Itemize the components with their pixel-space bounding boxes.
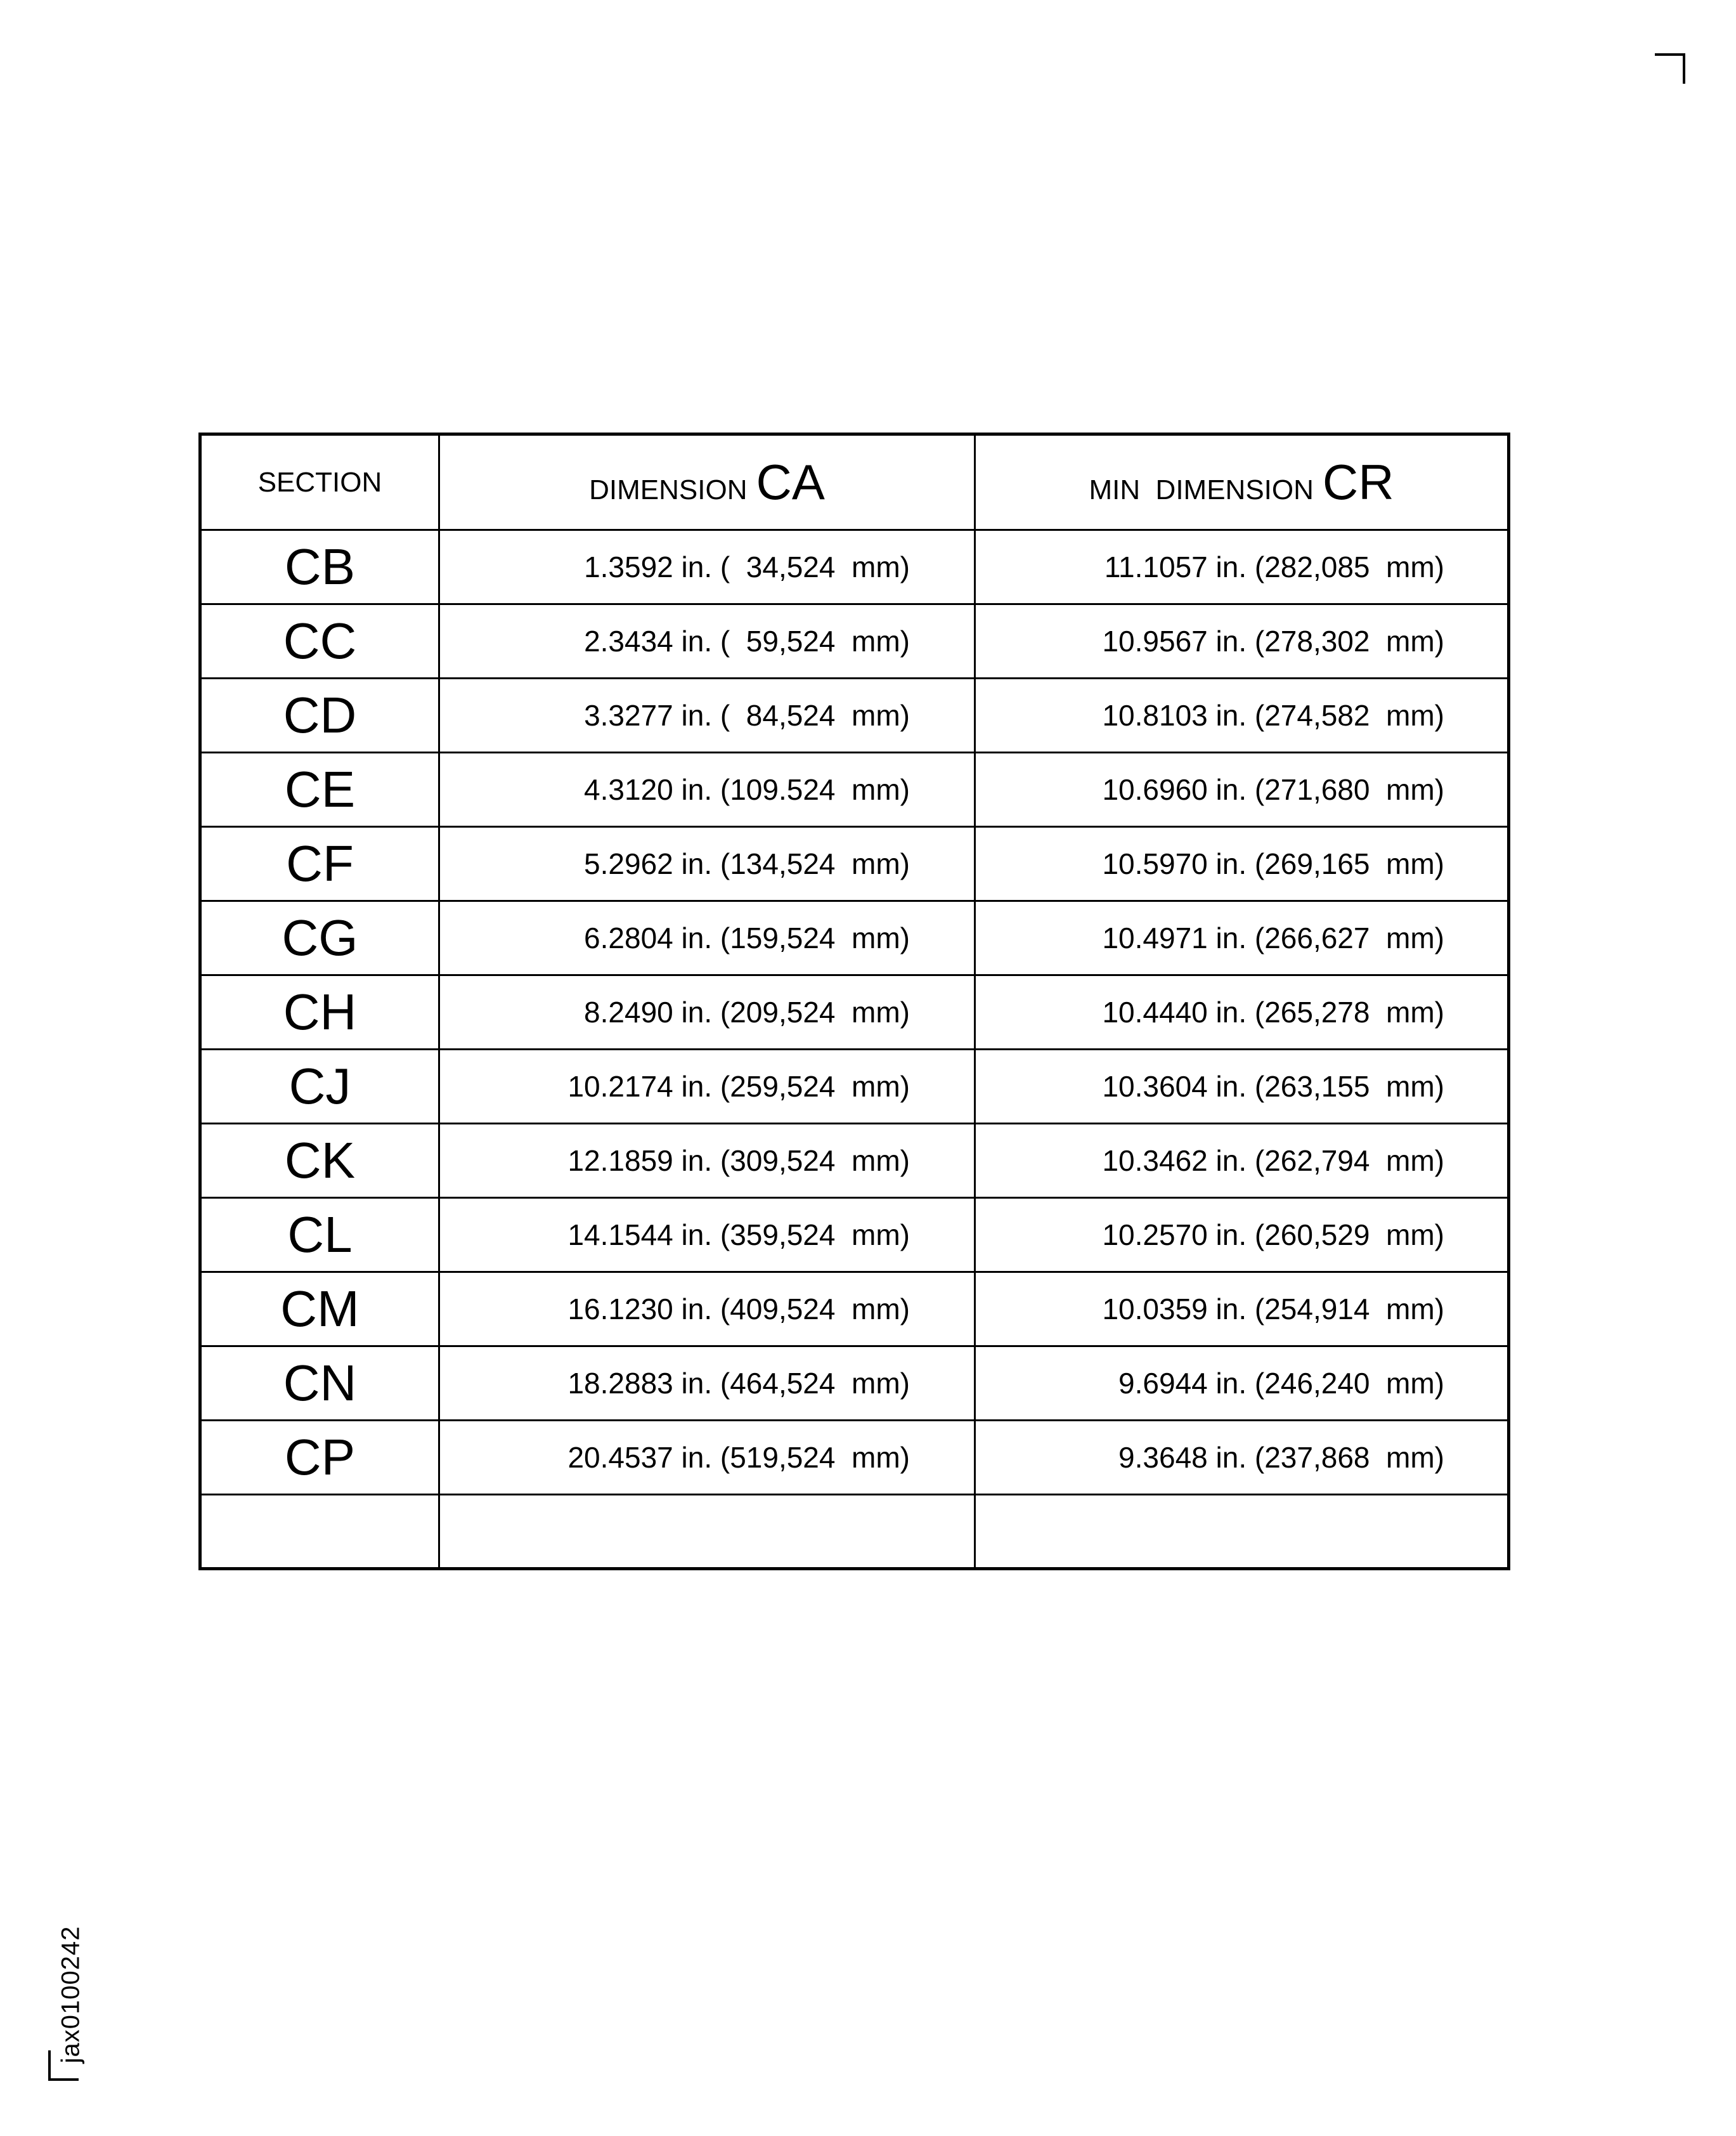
section-code: CB	[284, 538, 356, 595]
table-row	[200, 1198, 1509, 1272]
table-row	[200, 1124, 1509, 1198]
min-dimension-cr-value: 9.3648 in. (237,868 mm)	[1118, 1441, 1444, 1474]
dimension-ca-cell	[439, 1124, 975, 1198]
dimension-ca-cell	[439, 975, 975, 1050]
dimension-table	[198, 433, 1510, 1570]
table-row	[200, 1272, 1509, 1346]
dimension-ca-cell	[439, 604, 975, 679]
section-code: CP	[284, 1429, 356, 1485]
section-cell	[200, 530, 439, 604]
crop-mark-top-right	[1655, 53, 1685, 84]
section-cell	[200, 901, 439, 975]
min-dimension-cr-value: 10.4440 in. (265,278 mm)	[1102, 996, 1444, 1029]
dimension-ca-value: 3.3277 in. ( 84,524 mm)	[584, 699, 910, 732]
section-cell	[200, 1124, 439, 1198]
table-row	[200, 827, 1509, 901]
min-dimension-cr-cell	[975, 604, 1509, 679]
header-ca-prefix: DIMENSION	[589, 474, 748, 505]
min-dimension-cr-cell	[975, 1198, 1509, 1272]
header-cr-prefix: MIN DIMENSION	[1089, 474, 1314, 505]
section-code: CL	[287, 1206, 353, 1263]
dimension-ca-cell	[439, 1198, 975, 1272]
header-dimension-ca	[439, 434, 975, 530]
min-dimension-cr-value: 10.5970 in. (269,165 mm)	[1102, 847, 1444, 880]
min-dimension-cr-cell	[975, 1421, 1509, 1495]
min-dimension-cr-value: 9.6944 in. (246,240 mm)	[1118, 1367, 1444, 1400]
section-code: CG	[282, 909, 358, 966]
section-cell	[200, 1050, 439, 1124]
dimension-ca-value: 18.2883 in. (464,524 mm)	[567, 1367, 910, 1400]
min-dimension-cr-cell	[975, 753, 1509, 827]
dimension-ca-cell	[439, 679, 975, 753]
header-section	[200, 434, 439, 530]
dimension-ca-value: 14.1544 in. (359,524 mm)	[567, 1218, 910, 1251]
header-cr-code: CR	[1322, 454, 1394, 510]
section-cell	[200, 604, 439, 679]
min-dimension-cr-value: 10.3462 in. (262,794 mm)	[1102, 1144, 1444, 1177]
table-row	[200, 1421, 1509, 1495]
dimension-ca-value: 20.4537 in. (519,524 mm)	[567, 1441, 910, 1474]
table-row	[200, 753, 1509, 827]
section-code: CF	[286, 835, 354, 892]
min-dimension-cr-cell	[975, 1272, 1509, 1346]
section-code: CC	[283, 613, 357, 669]
section-code: CE	[284, 761, 356, 817]
table-row	[200, 1495, 1509, 1569]
dimension-ca-value: 5.2962 in. (134,524 mm)	[584, 847, 910, 880]
section-cell	[200, 1421, 439, 1495]
min-dimension-cr-cell	[975, 1495, 1509, 1569]
min-dimension-cr-cell	[975, 827, 1509, 901]
section-cell	[200, 827, 439, 901]
figure-id-label: jax0100242	[56, 1925, 85, 2064]
dimension-ca-value: 16.1230 in. (409,524 mm)	[567, 1293, 910, 1325]
dimension-ca-value: 8.2490 in. (209,524 mm)	[584, 996, 910, 1029]
section-code: CD	[283, 687, 357, 743]
dimension-ca-cell	[439, 901, 975, 975]
dimension-ca-cell	[439, 1495, 975, 1569]
dimension-ca-value: 6.2804 in. (159,524 mm)	[584, 921, 910, 954]
min-dimension-cr-value: 10.3604 in. (263,155 mm)	[1102, 1070, 1444, 1103]
section-cell	[200, 1346, 439, 1421]
dimension-ca-cell	[439, 530, 975, 604]
min-dimension-cr-cell	[975, 901, 1509, 975]
min-dimension-cr-value: 10.6960 in. (271,680 mm)	[1102, 773, 1444, 806]
min-dimension-cr-value: 10.9567 in. (278,302 mm)	[1102, 625, 1444, 658]
table-header-row	[200, 434, 1509, 530]
header-min-dimension-cr	[975, 434, 1509, 530]
min-dimension-cr-cell	[975, 1050, 1509, 1124]
min-dimension-cr-value: 11.1057 in. (282,085 mm)	[1104, 550, 1444, 583]
min-dimension-cr-cell	[975, 1346, 1509, 1421]
dimension-ca-value: 4.3120 in. (109.524 mm)	[584, 773, 910, 806]
min-dimension-cr-value: 10.8103 in. (274,582 mm)	[1102, 699, 1444, 732]
section-code: CM	[280, 1280, 360, 1337]
section-cell	[200, 1495, 439, 1569]
dimension-ca-cell	[439, 1346, 975, 1421]
section-cell	[200, 1198, 439, 1272]
min-dimension-cr-cell	[975, 975, 1509, 1050]
min-dimension-cr-cell	[975, 1124, 1509, 1198]
table-row	[200, 1346, 1509, 1421]
header-section-label: SECTION	[257, 466, 382, 498]
section-code: CK	[284, 1132, 356, 1188]
section-cell	[200, 975, 439, 1050]
dimension-ca-cell	[439, 827, 975, 901]
table-row	[200, 975, 1509, 1050]
section-code: CH	[283, 984, 357, 1040]
min-dimension-cr-value: 10.4971 in. (266,627 mm)	[1102, 921, 1444, 954]
dimension-ca-cell	[439, 1421, 975, 1495]
min-dimension-cr-cell	[975, 530, 1509, 604]
section-cell	[200, 753, 439, 827]
section-cell	[200, 1272, 439, 1346]
dimension-ca-value: 12.1859 in. (309,524 mm)	[567, 1144, 910, 1177]
section-cell	[200, 679, 439, 753]
dimension-ca-cell	[439, 753, 975, 827]
dimension-ca-value: 2.3434 in. ( 59,524 mm)	[584, 625, 910, 658]
dimension-ca-value: 1.3592 in. ( 34,524 mm)	[584, 550, 910, 583]
dimension-ca-cell	[439, 1050, 975, 1124]
min-dimension-cr-cell	[975, 679, 1509, 753]
dimension-ca-cell	[439, 1272, 975, 1346]
table-row	[200, 530, 1509, 604]
table-row	[200, 679, 1509, 753]
header-ca-code: CA	[756, 454, 825, 510]
table-row	[200, 901, 1509, 975]
section-code: CJ	[288, 1058, 351, 1114]
table-row	[200, 1050, 1509, 1124]
section-code: CN	[283, 1355, 357, 1411]
table-row	[200, 604, 1509, 679]
min-dimension-cr-value: 10.0359 in. (254,914 mm)	[1102, 1293, 1444, 1325]
min-dimension-cr-value: 10.2570 in. (260,529 mm)	[1102, 1218, 1444, 1251]
dimension-ca-value: 10.2174 in. (259,524 mm)	[567, 1070, 910, 1103]
